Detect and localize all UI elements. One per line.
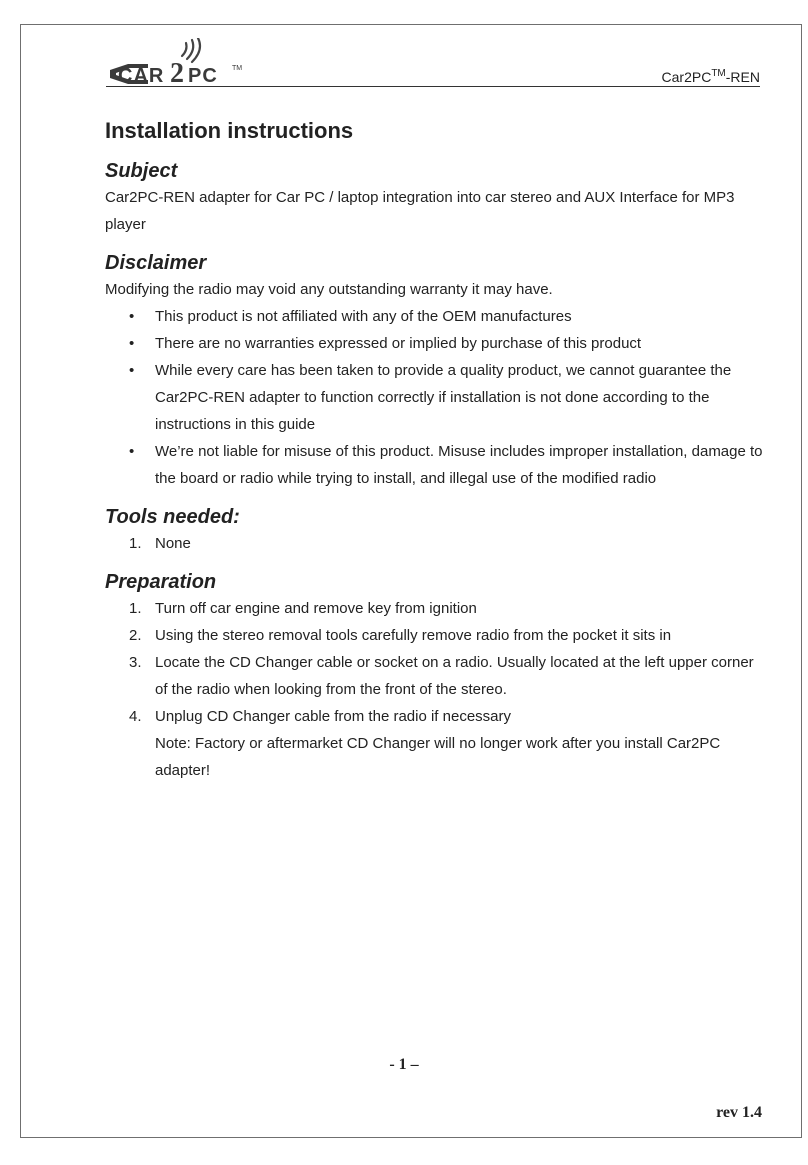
list-number: 1. (129, 600, 142, 617)
disclaimer-list (105, 303, 765, 492)
list-item-text: Locate the CD Changer cable or socket on a radio. Usually located at the left upper corner of the radio when looking from the front of the stereo. (155, 654, 754, 698)
list-item-text: Turn off car engine and remove key from ignition (155, 600, 477, 617)
tools-section (105, 504, 765, 557)
list-item (105, 703, 765, 784)
list-item (105, 649, 765, 703)
preparation-heading: Preparation (105, 571, 217, 593)
logo-tm: TM (232, 65, 243, 72)
list-item-text: There are no warranties expressed or implied by purchase of this product (155, 335, 642, 352)
logo-text-2: 2 (170, 58, 184, 88)
list-item-text: None (155, 535, 191, 552)
page-title: Installation instructions (105, 118, 354, 143)
subject-heading: Subject (105, 160, 178, 182)
logo-text-car: CAR (118, 65, 165, 87)
list-item (105, 530, 765, 557)
list-item-text: While every care has been taken to provide a quality product, we cannot guarantee the Car2PC-REN adapter to function correctly if installation is not done according to the instructions in this guide (155, 362, 732, 433)
document-code (662, 68, 760, 85)
list-item-text: This product is not affiliated with any of the OEM manufactures (155, 308, 572, 325)
header-rule (106, 86, 760, 87)
list-item-text: Unplug CD Changer cable from the radio if necessary (155, 708, 512, 725)
bullet-icon: • (129, 443, 135, 460)
disclaimer-section (105, 250, 765, 492)
list-number: 4. (129, 708, 142, 725)
list-item (105, 330, 765, 357)
list-item (105, 357, 765, 438)
preparation-section (105, 569, 765, 784)
car2pc-logo (108, 38, 248, 88)
preparation-note: Note: Factory or aftermarket CD Changer will no longer work after you install Car2PC adapter! (155, 735, 721, 779)
tools-list (105, 530, 765, 557)
list-item (105, 438, 765, 492)
tools-heading: Tools needed: (105, 506, 240, 528)
list-number: 1. (129, 535, 142, 552)
list-number: 2. (129, 627, 142, 644)
list-item (105, 595, 765, 622)
list-item (105, 622, 765, 649)
list-number: 3. (129, 654, 142, 671)
preparation-list (105, 595, 765, 784)
subject-section (105, 158, 765, 238)
bullet-icon: • (129, 362, 135, 379)
bullet-icon: • (129, 335, 135, 352)
list-item (105, 303, 765, 330)
logo-text-pc: PC (188, 65, 218, 87)
disclaimer-intro: Modifying the radio may void any outstanding warranty it may have. (105, 281, 553, 298)
disclaimer-heading: Disclaimer (105, 252, 207, 274)
doc-code-prefix: Car2PC (661, 69, 712, 85)
doc-code-tm: TM (711, 68, 726, 79)
page-number: - 1 – (389, 1056, 419, 1073)
list-item-text: We’re not liable for misuse of this product. Misuse includes improper installation, damage to the board or radio while trying to install, and illegal use of the modified radio (155, 443, 763, 487)
list-item-text: Using the stereo removal tools carefully remove radio from the pocket it sits in (155, 627, 672, 644)
subject-text: Car2PC-REN adapter for Car PC / laptop integration into car stereo and AUX Interface for MP3 player (105, 189, 735, 233)
doc-code-suffix: -REN (725, 69, 760, 85)
main-content (105, 118, 765, 796)
revision-label: rev 1.4 (716, 1104, 762, 1121)
bullet-icon: • (129, 308, 135, 325)
